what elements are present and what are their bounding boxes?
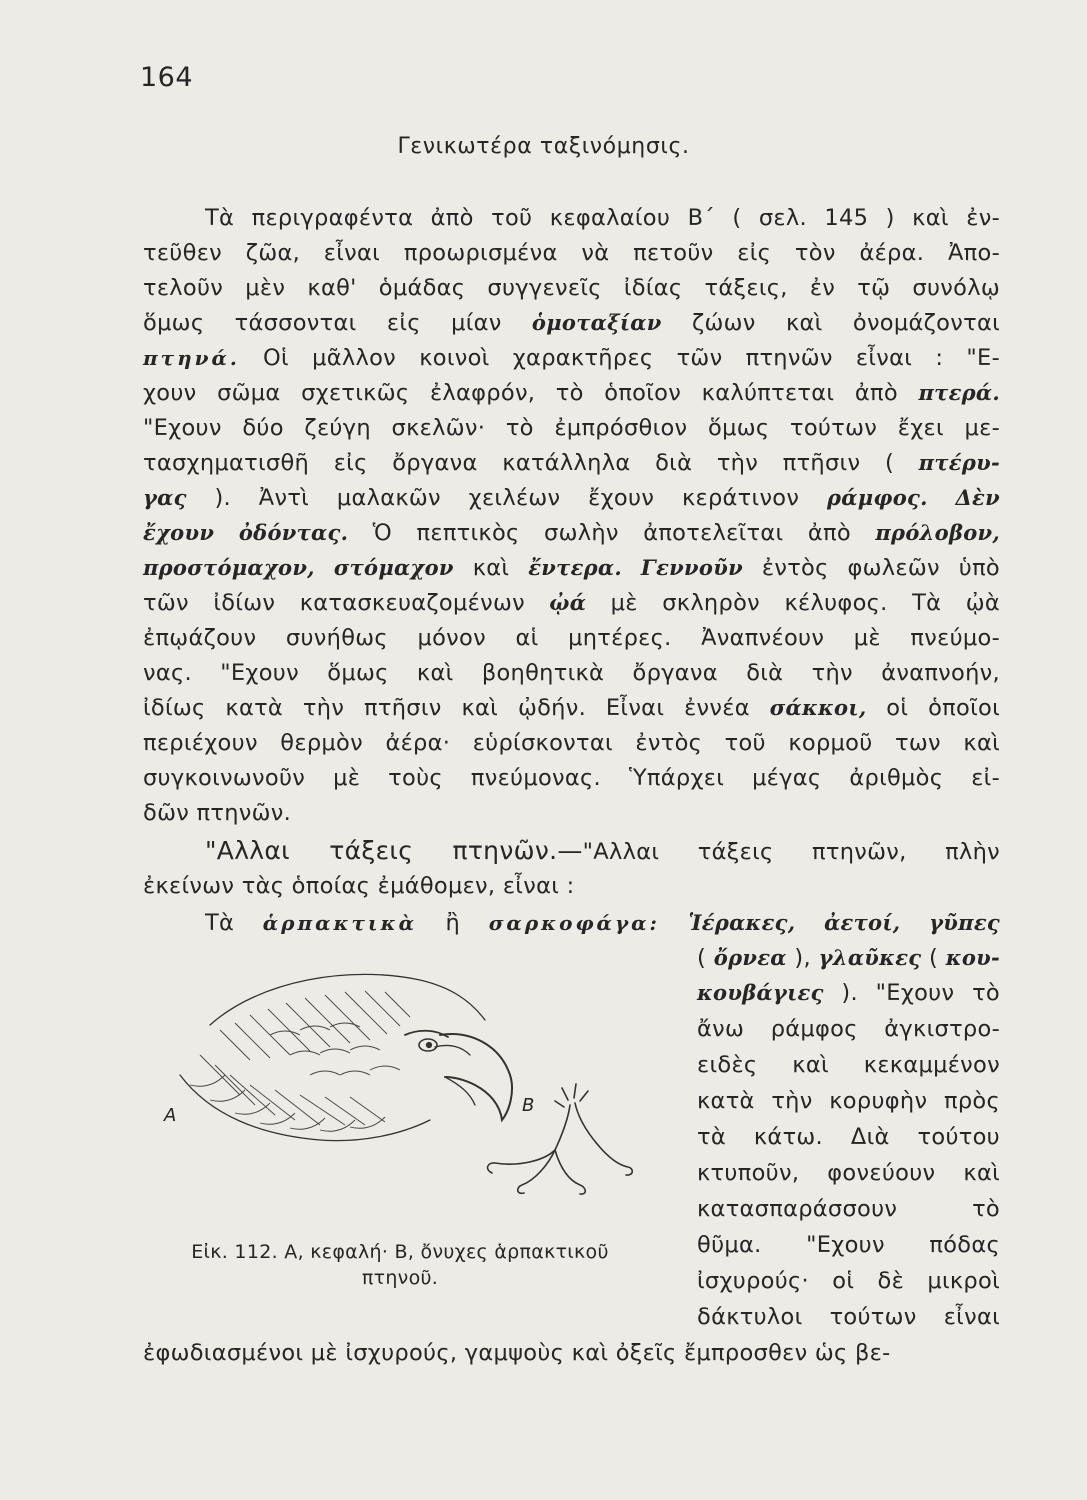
figure-caption: Εἰκ. 112. Α, κεφαλή· Β, ὄνυχες ἁρπακτικοῦ: [191, 1241, 609, 1263]
text-line: κατασπαράσσουν τὸ: [697, 1196, 1000, 1222]
text-line: ἰσχυρούς· οἱ δὲ μικροὶ: [697, 1268, 1000, 1294]
text-line: περιέχουν θερμὸν ἀέρα· εὑρίσκονται ἐντὸς τοῦ κορμοῦ των καὶ: [143, 730, 1000, 756]
figure-caption-cont: πτηνοῦ.: [361, 1267, 439, 1289]
page-number: 164: [140, 62, 194, 93]
section-title: Γενικωτέρα ταξινόμησις.: [397, 134, 690, 159]
text-line: "Εχουν δύο ζεύγη σκελῶν· τὸ ἐμπρόσθιον ὅμως τούτων ἔχει με-: [143, 415, 1000, 441]
text-line: πτηνά. Οἱ μᾶλλον κοινοὶ χαρακτῆρες τῶν πτηνῶν εἶναι : "Ε-: [143, 345, 1000, 371]
text-line: συγκοινωνοῦν μὲ τοὺς πνεύμονας. Ὑπάρχει μέγας ἀριθμὸς εἰ-: [143, 765, 1000, 791]
text-line: ἰδίως κατὰ τὴν πτῆσιν καὶ ᾠδήν. Εἶναι ἐννέα σάκκοι, οἱ ὁποῖοι: [143, 695, 1000, 721]
text-line: ἄνω ράμφος ἀγκιστρο-: [697, 1016, 1000, 1042]
text-line: Τὰ ἁρπακτικὰ ἢ σαρκοφάγα: Ἱέρακες, ἀετοί, γῦπες: [205, 910, 1001, 936]
text-line: ὅμως τάσσονται εἰς μίαν ὁμοταξίαν ζώων καὶ ὀνομάζονται: [143, 310, 1000, 336]
text-line: τῶν ἰδίων κατασκευαζομένων ᾠά μὲ σκληρὸν κέλυφος. Τὰ ᾠὰ: [143, 590, 1000, 616]
text-line: προστόμαχον, στόμαχον καὶ ἔντερα. Γεννοῦν ἐντὸς φωλεῶν ὑπὸ: [143, 555, 1001, 581]
figure-label-b: B: [522, 1095, 535, 1116]
text-line: ειδὲς καὶ κεκαμμένον: [697, 1052, 1000, 1078]
text-line: ( ὄρνεα ), γλαῦκες ( κου-: [697, 945, 1001, 971]
text-line: τασχηματισθῆ εἰς ὄργανα κατάλληλα διὰ τὴν πτῆσιν ( πτέρυ-: [143, 450, 1000, 476]
text-line: γας ). Ἀντὶ μαλακῶν χειλέων ἔχουν κεράτινον ράμφος. Δὲν: [143, 485, 1000, 511]
text-line: νας. "Εχουν ὅμως καὶ βοηθητικὰ ὄργανα διὰ τὴν ἀναπνοήν,: [143, 660, 1000, 686]
text-line: θῦμα. "Εχουν πόδας: [697, 1232, 1000, 1258]
text-line: τεῦθεν ζῶα, εἶναι προωρισμένα νὰ πετοῦν εἰς τὸν ἀέρα. Ἀπο-: [143, 240, 1000, 266]
text-line: ἐκείνων τὰς ὁποίας ἐμάθομεν, εἶναι :: [143, 873, 575, 899]
text-line: Τὰ περιγραφέντα ἀπὸ τοῦ κεφαλαίου Β΄ ( σελ. 145 ) καὶ ἐν-: [205, 205, 1000, 231]
text-line: τὰ κάτω. Διὰ τούτου: [697, 1124, 1000, 1150]
text-line: δῶν πτηνῶν.: [143, 800, 292, 826]
text-line: δάκτυλοι τούτων εἶναι: [697, 1304, 1000, 1330]
text-line: κουβάγιες ). "Εχουν τὸ: [697, 980, 1000, 1006]
text-line: ἔχουν ὀδόντας. Ὁ πεπτικὸς σωλὴν ἀποτελεῖται ἀπὸ πρόλοβον,: [143, 520, 1000, 546]
figure-label-a: A: [164, 1105, 177, 1126]
subheading-line: "Αλλαι τάξεις πτηνῶν.—"Αλλαι τάξεις πτηνῶν, πλὴν: [205, 836, 1000, 865]
talon-illustration: [488, 1084, 633, 1194]
text-line: χουν σῶμα σχετικῶς ἐλαφρόν, τὸ ὁποῖον καλύπτεται ἀπὸ πτερά.: [143, 380, 1000, 406]
text-line: κτυποῦν, φονεύουν καὶ: [697, 1160, 1000, 1186]
eagle-illustration: [150, 935, 670, 1235]
subheading: "Αλλαι τάξεις πτηνῶν.—: [205, 836, 583, 865]
text-line: ἐπῳάζουν συνήθως μόνον αἱ μητέρες. Ἀναπνέουν μὲ πνεύμο-: [143, 625, 1000, 651]
text-line: κατὰ τὴν κορυφὴν πρὸς: [697, 1088, 1000, 1114]
eagle-figure: [150, 935, 670, 1235]
text-line: τελοῦν μὲν καθ' ὁμάδας συγγενεῖς ἰδίας τάξεις, ἐν τῷ συνόλῳ: [143, 275, 1000, 301]
text-line: ἐφωδιασμένοι μὲ ἰσχυρούς, γαμψοὺς καὶ ὀξεῖς ἔμπροσθεν ὡς βε-: [143, 1340, 891, 1366]
